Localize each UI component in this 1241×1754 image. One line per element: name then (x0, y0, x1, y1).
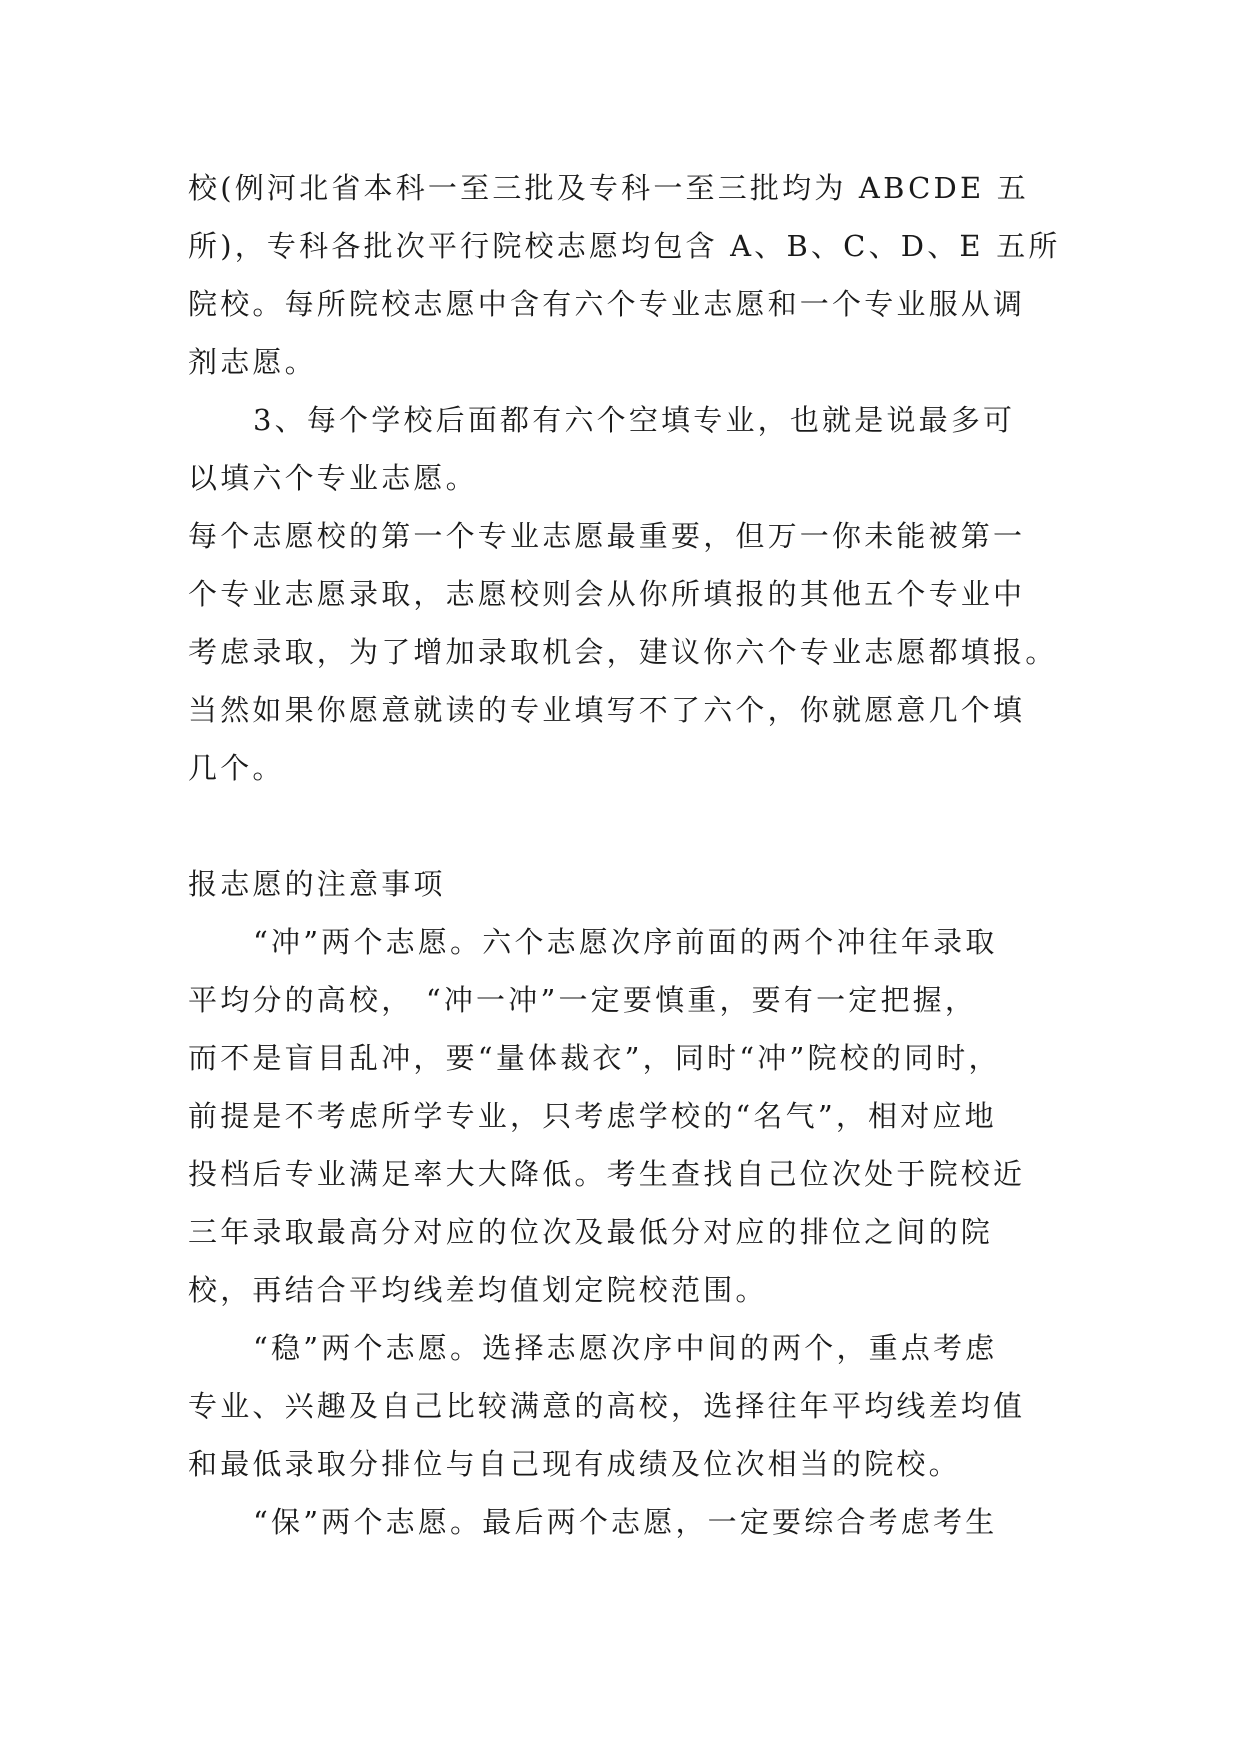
text-line: 三年录取最高分对应的位次及最低分对应的排位之间的院 (188, 1215, 994, 1249)
text-line: “稳”两个志愿。选择志愿次序中间的两个，重点考虑 (253, 1331, 998, 1365)
text-line: “冲”两个志愿。六个志愿次序前面的两个冲往年录取 (253, 925, 998, 959)
text-line: 几个。 (188, 751, 285, 785)
text-line: “保”两个志愿。最后两个志愿，一定要综合考虑考生 (253, 1505, 998, 1539)
text-line: 以填六个专业志愿。 (188, 461, 478, 495)
text-line: 院校。每所院校志愿中含有六个专业志愿和一个专业服从调 (188, 287, 1026, 321)
text-line: 专业、兴趣及自己比较满意的高校，选择往年平均线差均值 (188, 1389, 1026, 1423)
text-line: 校，再结合平均线差均值划定院校范围。 (188, 1273, 768, 1307)
text-line: 考虑录取，为了增加录取机会，建议你六个专业志愿都填报。 (188, 635, 1058, 669)
text-line: 所)，专科各批次平行院校志愿均包含 A、B、C、D、E 五所 (188, 229, 1061, 263)
text-line: 3、每个学校后面都有六个空填专业，也就是说最多可 (253, 403, 1016, 437)
text-line: 前提是不考虑所学专业，只考虑学校的“名气”，相对应地 (188, 1099, 997, 1133)
text-line: 剂志愿。 (188, 345, 317, 379)
text-line: 个专业志愿录取，志愿校则会从你所填报的其他五个专业中 (188, 577, 1026, 611)
text-line: 每个志愿校的第一个专业志愿最重要，但万一你未能被第一 (188, 519, 1026, 553)
text-line: 当然如果你愿意就读的专业填写不了六个，你就愿意几个填 (188, 693, 1026, 727)
text-line: 和最低录取分排位与自己现有成绩及位次相当的院校。 (188, 1447, 961, 1481)
text-line: 而不是盲目乱冲，要“量体裁衣”，同时“冲”院校的同时， (188, 1041, 1001, 1075)
section-heading: 报志愿的注意事项 (188, 867, 446, 901)
text-line: 校(例河北省本科一至三批及专科一至三批均为 ABCDE 五 (188, 171, 1029, 205)
text-line: 投档后专业满足率大大降低。考生查找自己位次处于院校近 (188, 1157, 1026, 1191)
text-line: 平均分的高校， “冲一冲”一定要慎重，要有一定把握， (188, 983, 978, 1017)
